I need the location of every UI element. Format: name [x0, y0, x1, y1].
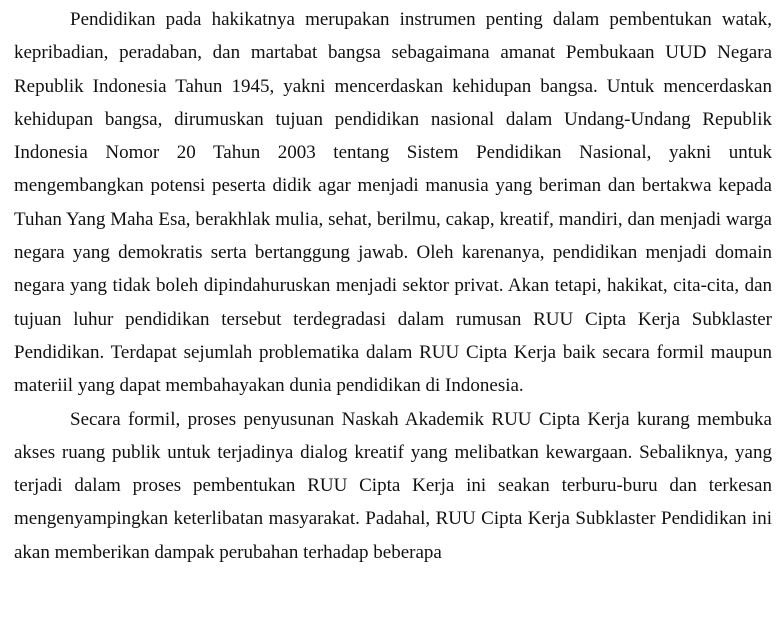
document-page: [14, 3, 772, 569]
paragraph-1: Pendidikan pada hakikatnya merupakan instrumen penting dalam pembentukan watak, kepribadian, peradaban, dan martabat bangsa sebagaimana amanat Pembukaan UUD Negara Republik Indonesia Tahun 1945, yakni mencerdaskan kehidupan bangsa. Untuk mencerdaskan kehidupan bangsa, dirumuskan tujuan pendidikan nasional dalam Undang-Undang Republik Indonesia Nomor 20 Tahun 2003 tentang Sistem Pendidikan Nasional, yakni untuk mengembangkan potensi peserta didik agar menjadi manusia yang beriman dan bertakwa kepada Tuhan Yang Maha Esa, berakhlak mulia, sehat, berilmu, cakap, kreatif, mandiri, dan menjadi warga negara yang demokratis serta bertanggung jawab. Oleh karenanya, pendidikan menjadi domain negara yang tidak boleh dipindahuruskan menjadi sektor privat. Akan tetapi, hakikat, cita-cita, dan tujuan luhur pendidikan tersebut terdegradasi dalam rumusan RUU Cipta Kerja Subklaster Pendidikan. Terdapat sejumlah problematika dalam RUU Cipta Kerja baik secara formil maupun materiil yang dapat membahayakan dunia pendidikan di Indonesia.: [14, 9, 772, 397]
paragraph-2: Secara formil, proses penyusunan Naskah Akademik RUU Cipta Kerja kurang membuka akses ruang publik untuk terjadinya dialog kreatif yang melibatkan kewargaan. Sebaliknya, yang terjadi dalam proses pembentukan RUU Cipta Kerja ini seakan terburu-buru dan terkesan mengenyampingkan keterlibatan masyarakat. Padahal, RUU Cipta Kerja Subklaster Pendidikan ini akan memberikan dampak perubahan terhadap beberapa: [14, 408, 772, 563]
